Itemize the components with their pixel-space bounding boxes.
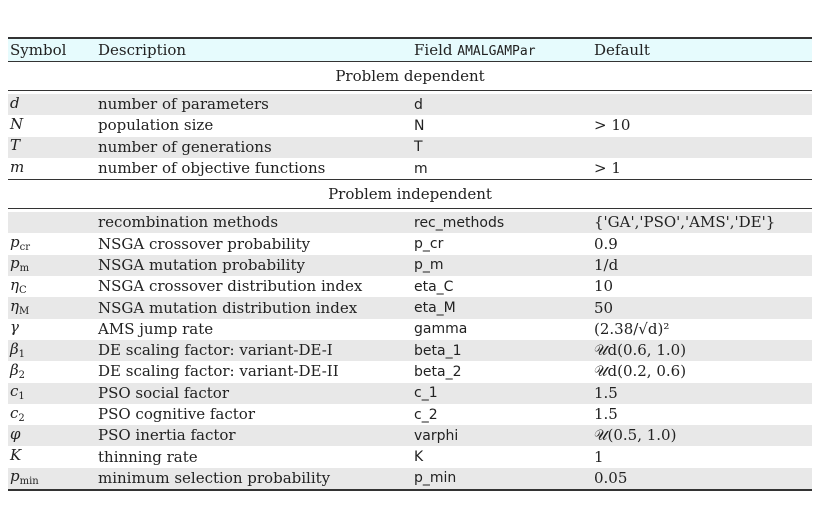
symbol-subscript: 2 [18, 369, 26, 381]
table-row [8, 115, 812, 136]
description-cell: PSO inertia factor [98, 426, 236, 445]
table-row [8, 404, 812, 425]
description-cell: DE scaling factor: variant-DE-I [98, 341, 333, 360]
default-cell: 50 [594, 298, 614, 317]
table-row [8, 340, 812, 361]
table-body [8, 61, 812, 489]
description-cell: PSO social factor [98, 383, 229, 402]
table-row [8, 425, 812, 446]
symbol-text: γ [10, 318, 19, 337]
table-row [8, 233, 812, 254]
table-row [8, 468, 812, 489]
symbol-subscript: 2 [18, 412, 25, 424]
field-cell: gamma [414, 321, 468, 338]
table-row [8, 137, 812, 158]
symbol-cell [8, 360, 98, 381]
table-header-row [8, 39, 812, 61]
symbol-text: η [10, 297, 19, 316]
symbol-cell [8, 275, 98, 296]
section-title: Problem independent [328, 185, 492, 204]
symbol-text: φ [10, 424, 21, 443]
description-cell: recombination methods [98, 213, 279, 232]
default-cell: 1.5 [594, 405, 618, 423]
field-cell: eta_C [414, 278, 454, 295]
description-cell: thinning rate [98, 447, 198, 466]
symbol-subscript: m [19, 263, 30, 275]
default-cell: 1/d [594, 255, 619, 274]
symbol-subscript: min [19, 476, 39, 488]
symbol-cell [8, 339, 98, 360]
default-cell: 0.05 [594, 468, 628, 487]
symbol-text: c [10, 403, 19, 422]
description-cell: DE scaling factor: variant-DE-II [98, 362, 339, 381]
symbol-text: β [10, 360, 19, 379]
description-cell: NSGA crossover distribution index [98, 277, 363, 296]
description-cell: NSGA mutation distribution index [98, 298, 358, 317]
symbol-text: p [10, 467, 20, 486]
table-row [8, 94, 812, 115]
default-cell: 0.9 [594, 234, 618, 253]
symbol-subscript: C [19, 284, 27, 296]
table-row [8, 361, 812, 382]
symbol-text: η [10, 275, 19, 294]
table-row [8, 297, 812, 318]
table-row [8, 212, 812, 233]
default-cell: 𝒰d(0.6, 1.0) [594, 341, 687, 360]
table-row [8, 158, 812, 179]
field-cell: rec_methods [414, 214, 505, 231]
table-row [8, 319, 812, 340]
description-cell: NSGA crossover probability [98, 234, 311, 253]
symbol-cell [8, 93, 98, 114]
table-row [8, 276, 812, 297]
field-cell: p_cr [414, 236, 444, 253]
symbol-subscript: M [19, 306, 30, 318]
description-cell: number of generations [98, 137, 272, 156]
header-default: Default [594, 40, 650, 59]
symbol-subscript: 1 [18, 391, 25, 403]
description-cell: NSGA mutation probability [98, 255, 305, 274]
default-cell: 1.5 [594, 383, 618, 402]
default-cell: 10 [594, 277, 614, 296]
symbol-text: c [10, 382, 19, 401]
default-cell: 𝒰(0.5, 1.0) [594, 426, 677, 445]
symbol-text: T [10, 136, 21, 155]
symbol-cell [8, 448, 98, 466]
symbol-text: K [10, 446, 22, 465]
default-cell: (2.38/√d)² [594, 319, 670, 338]
symbol-text: N [10, 114, 24, 133]
symbol-text: d [10, 93, 20, 112]
field-cell: T [414, 139, 423, 156]
description-cell: minimum selection probability [98, 468, 331, 487]
bottom-rule [8, 489, 812, 491]
header-description: Description [98, 40, 187, 59]
symbol-cell [8, 157, 98, 178]
symbol-cell [8, 424, 98, 445]
header-symbol: Symbol [10, 40, 67, 59]
header-field-prefix: Field [414, 40, 453, 59]
field-cell: K [414, 449, 424, 466]
field-cell: c_1 [414, 385, 438, 402]
field-cell: p_min [414, 470, 457, 487]
symbol-text: p [10, 233, 20, 252]
description-cell: AMS jump rate [98, 319, 214, 338]
table-row [8, 383, 812, 404]
default-cell: 1 [594, 447, 604, 466]
field-cell: eta_M [414, 300, 456, 317]
field-cell: beta_1 [414, 342, 462, 359]
symbol-cell [8, 235, 98, 253]
symbol-cell [8, 256, 98, 274]
symbol-cell [8, 384, 98, 402]
symbol-cell [8, 138, 98, 156]
symbol-cell [8, 320, 98, 338]
field-cell: N [414, 117, 425, 134]
field-cell: p_m [414, 257, 444, 274]
field-cell: c_2 [414, 406, 438, 423]
field-cell: d [414, 96, 423, 113]
default-cell: 𝒰d(0.2, 0.6) [594, 362, 687, 381]
field-cell: m [414, 160, 428, 177]
section-title: Problem dependent [335, 67, 485, 85]
symbol-text: β [10, 339, 19, 358]
table-row [8, 255, 812, 276]
symbol-text: m [10, 157, 25, 176]
description-cell: PSO cognitive factor [98, 405, 255, 423]
symbol-cell [8, 299, 98, 317]
symbol-cell [8, 403, 98, 424]
symbol-subscript: cr [19, 242, 30, 254]
field-cell: beta_2 [414, 363, 462, 380]
table-row [8, 446, 812, 467]
parameter-table [8, 37, 812, 491]
description-cell: number of objective functions [98, 159, 326, 178]
default-cell: > 10 [594, 116, 631, 135]
field-cell: varphi [414, 427, 459, 444]
description-cell: population size [98, 116, 214, 135]
default-cell: {'GA','PSO','AMS','DE'} [594, 213, 776, 232]
symbol-text: p [10, 254, 20, 273]
symbol-cell [8, 114, 98, 135]
symbol-subscript: 1 [18, 348, 26, 360]
default-cell: > 1 [594, 159, 621, 178]
description-cell: number of parameters [98, 95, 269, 114]
header-field [414, 40, 594, 59]
symbol-cell [8, 469, 98, 487]
header-field-struct: AMALGAMPar [457, 43, 536, 59]
